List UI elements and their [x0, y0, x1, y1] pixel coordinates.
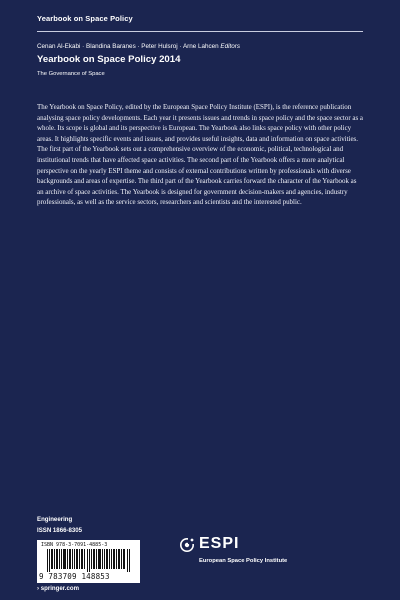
series-title: Yearbook on Space Policy [37, 14, 133, 23]
editors-line [37, 43, 240, 50]
blurb-text: The Yearbook on Space Policy, edited by the European Space Policy Institute (ESPI), is the reference publication analysing space policy developments. Each year it presents issues and trends in space policy and the space sector as a whole. Its scope is global and its perspective is European. The Yearbook also links space policy with other policy areas. It highlights specific events and issues, and provides useful insights, data and information on space activities. The first part of the Yearbook sets out a comprehensive overview of the economic, political, technological and institutional trends that have affected space activities. The second part of the Yearbook offers a more analytical perspective on the yearly ESPI theme and consists of external contributions written by professionals with diverse backgrounds and areas of expertise. The third part of the Yearbook carries forward the character of the Yearbook as an archive of space activities. The Yearbook is designed for government decision-makers and agencies, industry professionals, as well as the service sectors, researchers and scientists and the interested public. [37, 103, 363, 207]
book-title: Yearbook on Space Policy 2014 [37, 54, 181, 65]
book-subtitle: The Governance of Space [37, 71, 105, 77]
espi-logo [179, 535, 259, 555]
subject-category: Engineering [37, 516, 73, 523]
editors-role: Editors [220, 43, 241, 50]
editor-names: Cenan Al-Ekabi · Blandina Baranes · Peter Hulsroj · Arne Lahcen [37, 43, 219, 50]
barcode-digits: 9 783709 148853 [39, 572, 110, 581]
espi-logo-text: ESPI [199, 535, 240, 552]
espi-orbit-icon [179, 537, 195, 553]
issn: ISSN 1866-8305 [37, 527, 83, 534]
barcode-bars-icon [47, 549, 131, 572]
website-link[interactable]: › springer.com [37, 585, 79, 592]
espi-full-name: European Space Policy Institute [199, 558, 288, 564]
header-divider [37, 31, 363, 32]
isbn-text: ISBN 978-3-7091-4885-3 [41, 542, 108, 548]
barcode [37, 540, 140, 583]
